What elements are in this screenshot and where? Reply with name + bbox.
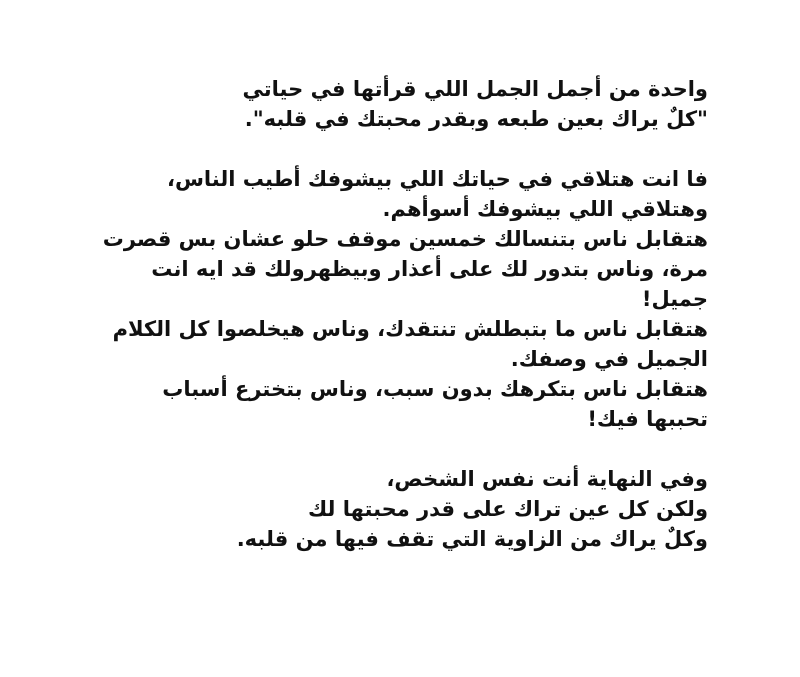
paragraph-conclusion <box>68 464 708 554</box>
quote-line: "كلٌ يراك بعين طبعه وبقدر محبتك في قلبه". <box>244 107 708 131</box>
text-line: ولكن كل عين تراك على قدر محبتها لك <box>308 497 708 521</box>
text-line: تحببها فيك! <box>587 407 708 431</box>
text-line: وهتلاقي اللي بيشوفك أسوأهم. <box>382 197 708 221</box>
text-line: واحدة من أجمل الجمل اللي قرأتها في حياتي <box>242 77 708 101</box>
paragraph-spacer <box>68 134 708 164</box>
text-line: هتقابل ناس ما بتبطلش تنتقدك، وناس هيخلصوا كل الكلام <box>112 317 708 341</box>
text-line: هتقابل ناس بتكرهك بدون سبب، وناس بتخترع أسباب <box>162 377 708 401</box>
text-line: وفي النهاية أنت نفس الشخص، <box>386 467 708 491</box>
text-line: فا انت هتلاقي في حياتك اللي بيشوفك أطيب الناس، <box>166 167 708 191</box>
text-line: هتقابل ناس بتنسالك خمسين موقف حلو عشان بس قصرت <box>102 227 708 251</box>
paragraph-intro <box>68 74 708 134</box>
document-body <box>68 74 708 554</box>
text-line: وكلٌ يراك من الزاوية التي تقف فيها من قلبه. <box>236 527 708 551</box>
paragraph-body <box>68 164 708 434</box>
text-line: الجميل في وصفك. <box>510 347 708 371</box>
text-line: مرة، وناس بتدور لك على أعذار وبيظهرولك قد ايه انت <box>151 257 708 281</box>
paragraph-spacer <box>68 434 708 464</box>
text-line: جميل! <box>641 287 708 311</box>
